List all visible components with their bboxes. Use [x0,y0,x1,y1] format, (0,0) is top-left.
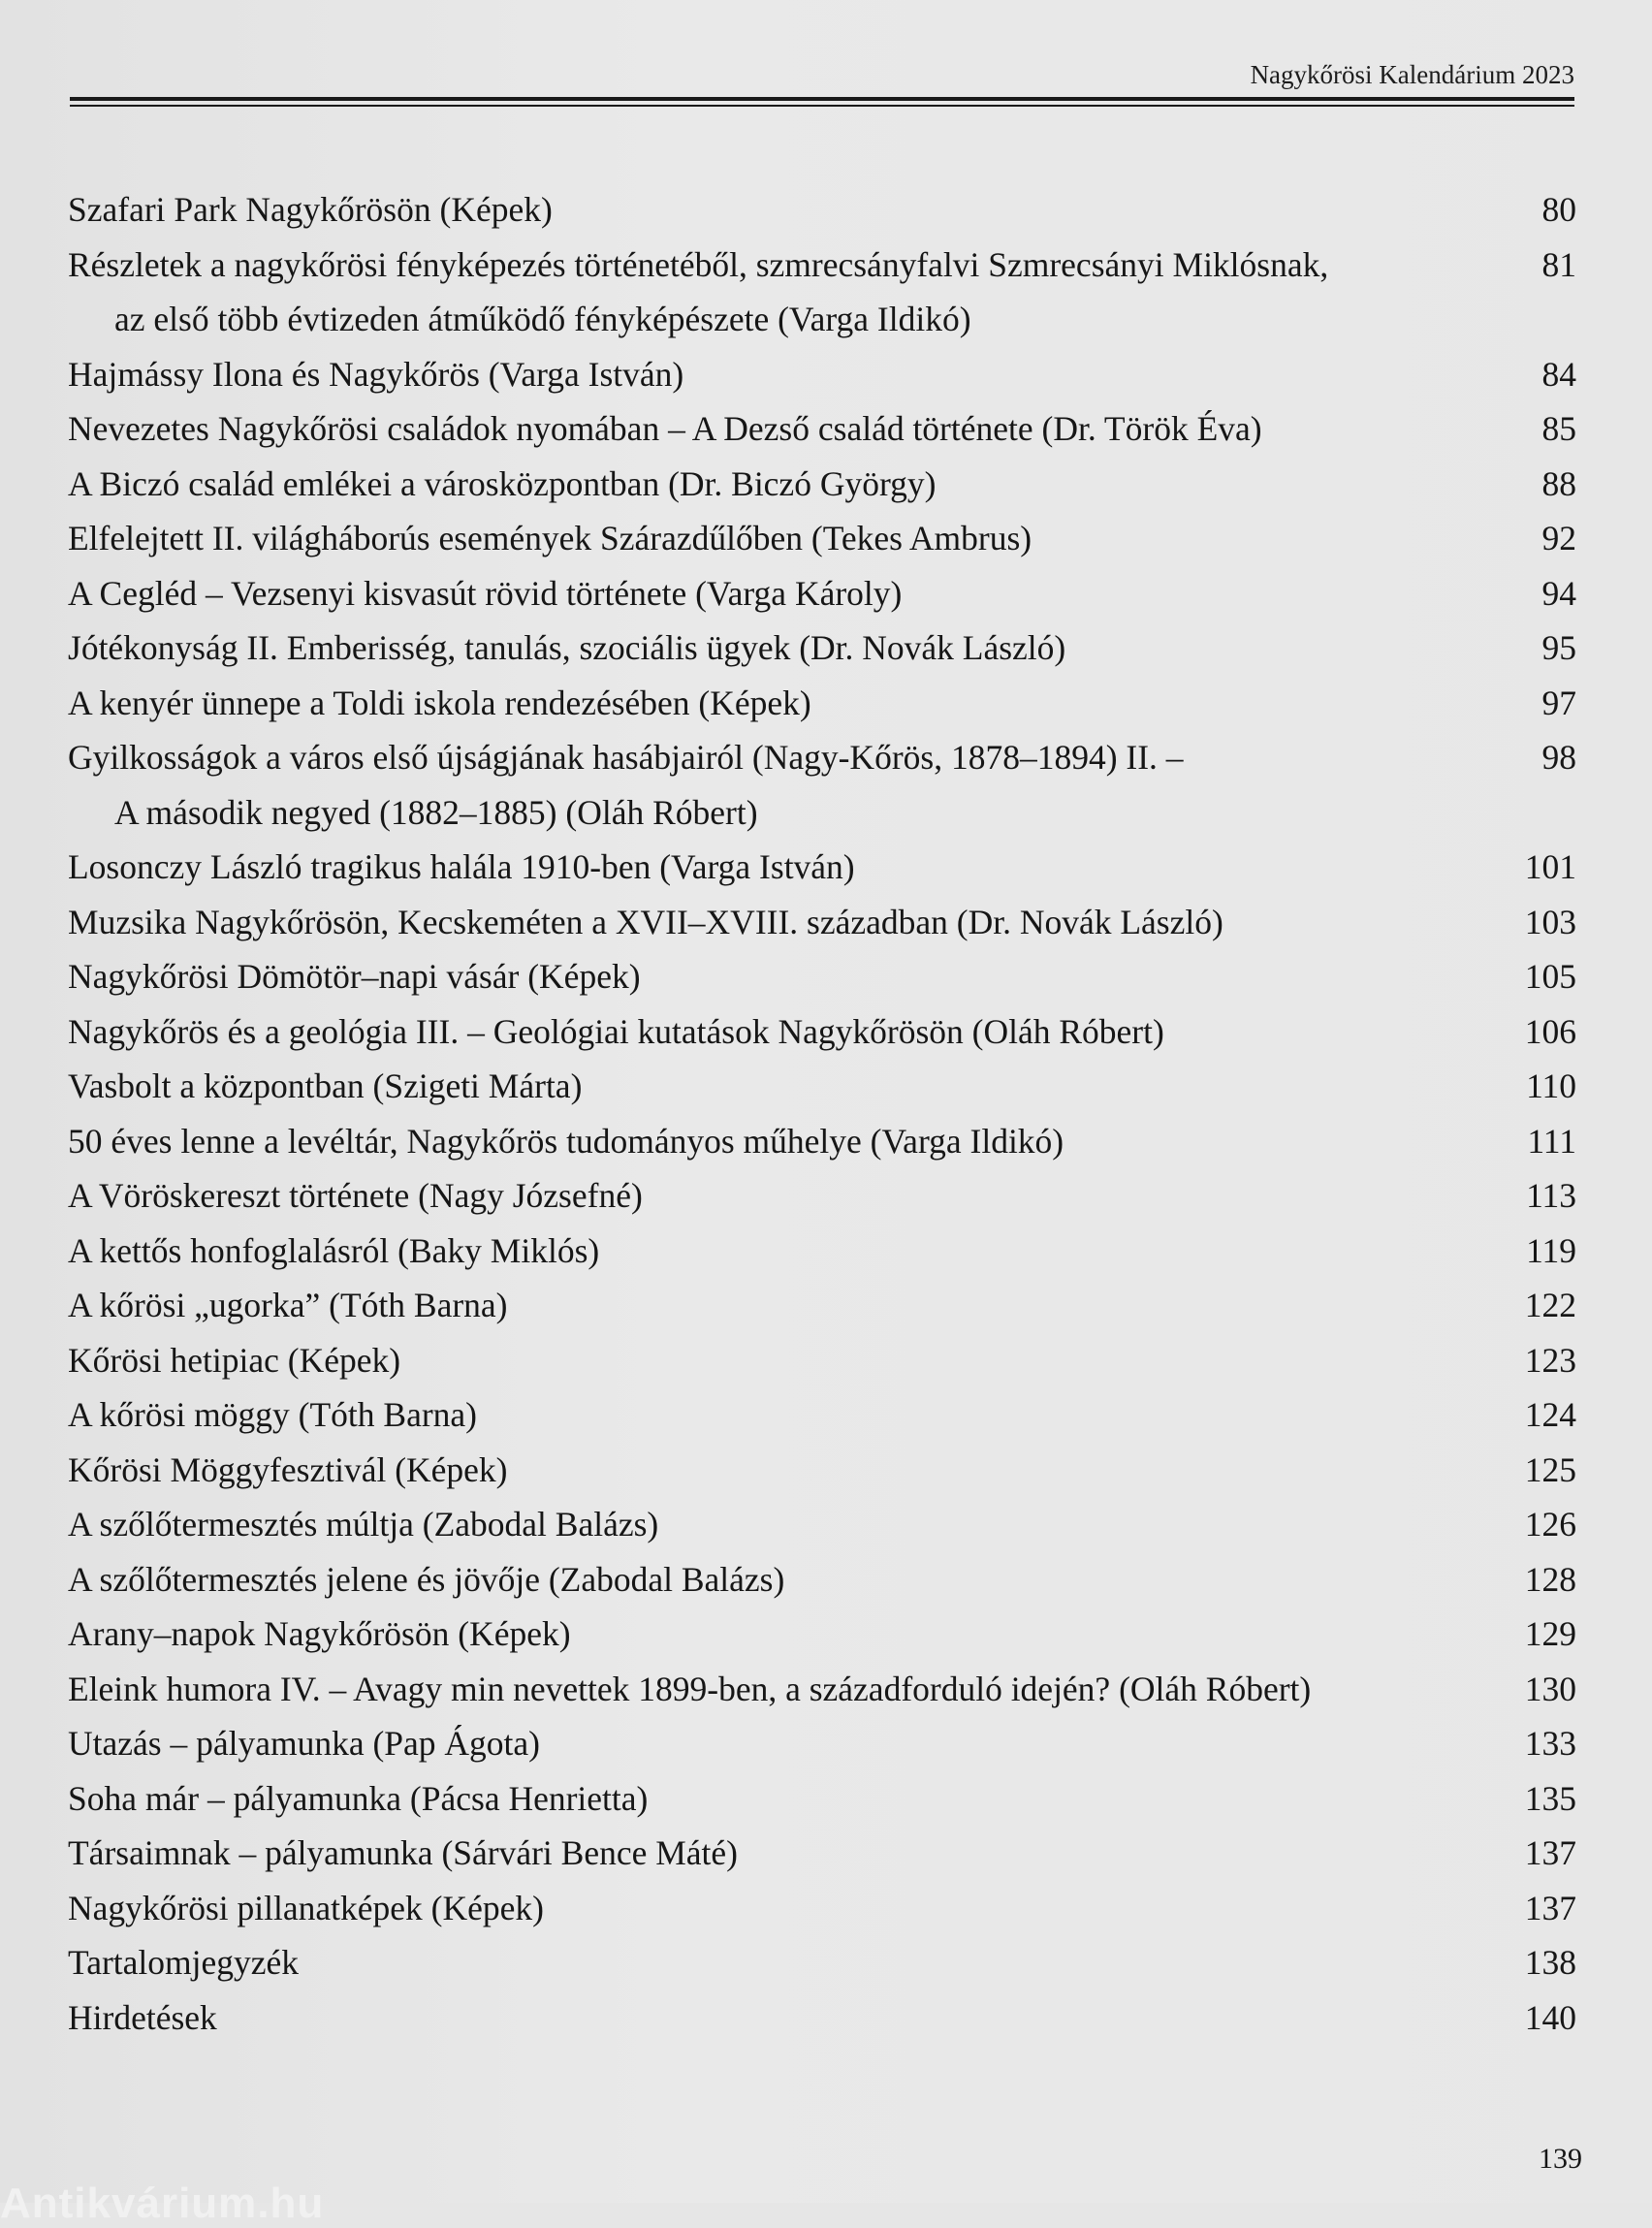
header-rule-thick [70,97,1574,101]
toc-entry-title: Elfelejtett II. világháborús események Szárazdűlőben (Tekes Ambrus) [68,519,1032,557]
toc-entry-page: 129 [1524,1614,1576,1653]
toc-entry-title: A szőlőtermesztés múltja (Zabodal Balázs) [68,1505,659,1544]
toc-entry-title: Nevezetes Nagykőrösi családok nyomában – A Dezső család története (Dr. Török Éva) [68,409,1262,448]
toc-entry-title: Vasbolt a központban (Szigeti Márta) [68,1066,583,1105]
toc-entry-title: Részletek a nagykőrösi fényképezés történetéből, szmrecsányfalvi Szmrecsányi Miklósnak, [68,244,1329,284]
toc-entry-page: 128 [1524,1559,1576,1599]
toc-entry [68,1990,1576,2046]
toc-entry-page: 95 [1541,628,1576,667]
toc-entry-page: 135 [1524,1778,1576,1818]
toc-entry-title: Eleink humora IV. – Avagy min nevettek 1899-ben, a századforduló idején? (Oláh Róbert) [68,1669,1312,1708]
toc-entry-title: Hajmássy Ilona és Nagykőrös (Varga István) [68,354,684,394]
toc-entry-page: 103 [1524,902,1576,941]
toc-entry-title: A Cegléd – Vezsenyi kisvasút rövid története (Varga Károly) [68,573,903,613]
toc-entry-title: A kettős honfoglalásról (Baky Miklós) [68,1230,600,1270]
toc-entry-page: 98 [1541,738,1576,777]
toc-entry-title: Társaimnak – pályamunka (Sárvári Bence Máté) [68,1833,738,1872]
toc-entry-title: Hirdetések [68,1997,217,2037]
toc-entry [68,1497,1576,1552]
toc-entry-title: Kőrösi Möggyfesztivál (Képek) [68,1449,508,1489]
toc-entry-page: 137 [1524,1833,1576,1872]
toc-entry [68,676,1576,731]
toc-entry-page: 97 [1541,683,1576,722]
toc-entry [68,1004,1576,1060]
toc-entry [68,949,1576,1004]
toc-entry-page: 80 [1541,190,1576,229]
toc-entry-page: 110 [1526,1066,1576,1105]
toc-entry [68,566,1576,621]
page-number: 139 [1539,2143,1582,2175]
toc-entry-page: 101 [1524,847,1576,886]
toc-entry [68,1716,1576,1771]
toc-entry [68,511,1576,566]
toc-entry-page: 130 [1524,1669,1576,1708]
toc-entry-title: Kőrösi hetipiac (Képek) [68,1340,401,1380]
toc-entry [68,1771,1576,1827]
toc-entry-title: Soha már – pályamunka (Pácsa Henrietta) [68,1778,649,1818]
toc-entry-title: A kőrösi möggy (Tóth Barna) [68,1395,477,1434]
toc-entry [68,457,1576,512]
toc-entry-title: Nagykőrösi Dömötör–napi vásár (Képek) [68,957,641,996]
toc-entry [68,1881,1576,1936]
toc-entry-page: 105 [1524,957,1576,996]
watermark: Antikvárium.hu [0,2180,325,2227]
toc-entry [68,1826,1576,1881]
toc-entry-title-continuation: A második negyed (1882–1885) (Oláh Róbert) [114,792,758,832]
toc-entry-title: 50 éves lenne a levéltár, Nagykőrös tudományos műhelye (Varga Ildikó) [68,1121,1064,1161]
toc-entry-page: 94 [1541,573,1576,613]
toc-entry [68,1662,1576,1717]
toc-entry-page: 124 [1524,1395,1576,1434]
toc-entry-title: A Biczó család emlékei a városközpontban (Dr. Biczó György) [68,463,937,503]
toc-entry-title: Losonczy László tragikus halála 1910-ben (Varga István) [68,847,855,886]
toc-entry-title: Muzsika Nagykőrösön, Kecskeméten a XVII–XVIII. században (Dr. Novák László) [68,902,1223,941]
toc-entry [68,1935,1576,1990]
toc-entry-page: 137 [1524,1888,1576,1927]
toc-entry [68,1443,1576,1498]
toc-entry-title: Arany–napok Nagykőrösön (Képek) [68,1614,571,1653]
toc-entry [68,182,1576,238]
toc-entry-page: 113 [1526,1176,1576,1215]
toc-entry [68,1059,1576,1114]
toc-entry [68,238,1576,347]
toc-entry-title: Tartalomjegyzék [68,1943,300,1982]
toc-entry [68,1333,1576,1388]
running-header: Nagykőrösi Kalendárium 2023 [1250,60,1574,89]
table-of-contents [68,182,1576,2045]
toc-entry-page: 111 [1527,1121,1576,1161]
toc-entry-page: 125 [1524,1449,1576,1489]
toc-entry-title: A kőrösi „ugorka” (Tóth Barna) [68,1286,508,1324]
toc-entry-page: 133 [1524,1724,1576,1763]
toc-entry-title: A szőlőtermesztés jelene és jövője (Zabodal Balázs) [68,1559,785,1599]
toc-entry-title: Gyilkosságok a város első újságjának hasábjairól (Nagy-Kőrös, 1878–1894) II. – [68,738,1184,777]
toc-entry-page: 106 [1524,1011,1576,1051]
toc-entry-page: 138 [1524,1943,1576,1982]
toc-entry [68,1114,1576,1169]
toc-entry [68,840,1576,895]
toc-entry [68,1168,1576,1224]
toc-entry-title: A Vöröskereszt története (Nagy Józsefné) [68,1176,643,1215]
toc-entry [68,1278,1576,1333]
toc-entry [68,1607,1576,1662]
toc-entry-page: 92 [1541,519,1576,557]
toc-entry [68,347,1576,402]
toc-entry-page: 88 [1541,463,1576,503]
toc-entry [68,730,1576,840]
toc-entry-title-continuation: az első több évtizeden átműködő fényképészete (Varga Ildikó) [114,300,971,338]
toc-entry-page: 81 [1541,244,1576,284]
toc-entry [68,1552,1576,1607]
toc-entry-title: Szafari Park Nagykőrösön (Képek) [68,190,553,229]
toc-entry [68,1224,1576,1279]
toc-entry-title: Jótékonyság II. Emberisség, tanulás, szociális ügyek (Dr. Novák László) [68,628,1066,667]
toc-entry-page: 85 [1541,409,1576,448]
toc-entry [68,895,1576,950]
toc-entry-page: 84 [1541,354,1576,394]
toc-entry-page: 126 [1524,1505,1576,1544]
toc-entry-title: A kenyér ünnepe a Toldi iskola rendezésében (Képek) [68,683,811,722]
toc-entry-title: Utazás – pályamunka (Pap Ágota) [68,1724,540,1763]
header-rule-thin [70,105,1574,107]
toc-entry [68,1387,1576,1443]
toc-entry-page: 123 [1524,1340,1576,1380]
toc-entry-page: 122 [1524,1286,1576,1324]
toc-entry-page: 140 [1524,1997,1576,2037]
toc-entry [68,401,1576,457]
toc-entry-page: 119 [1526,1230,1576,1270]
toc-entry-title: Nagykőrös és a geológia III. – Geológiai kutatások Nagykőrösön (Oláh Róbert) [68,1011,1164,1051]
toc-entry-title: Nagykőrösi pillanatképek (Képek) [68,1888,544,1927]
toc-entry [68,621,1576,676]
